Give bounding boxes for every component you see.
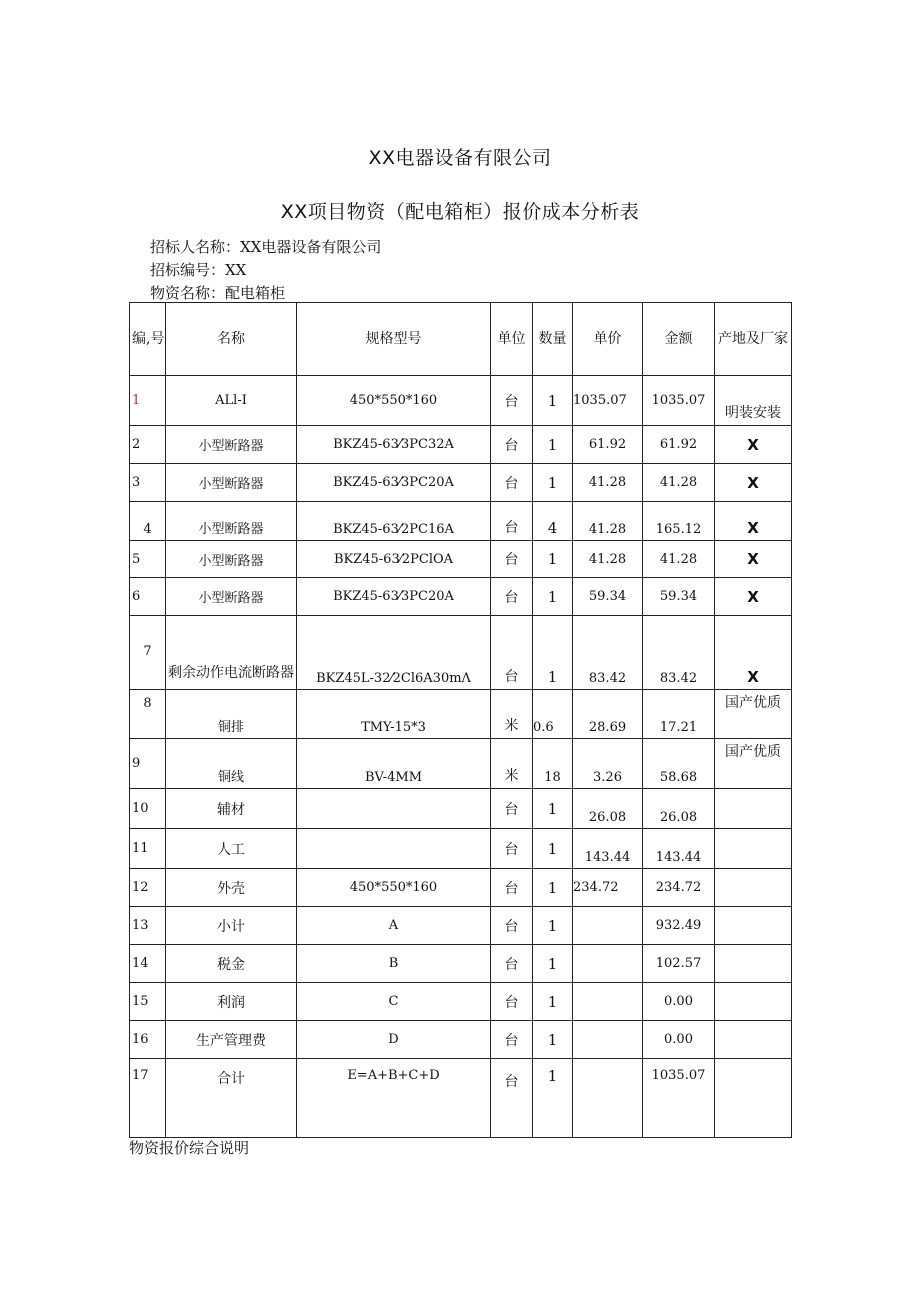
cell-origin: 明装安装 [715,376,792,426]
cell-qty: 1 [533,1059,573,1138]
cell-origin [715,1059,792,1138]
cell-price: 28.69 [573,690,643,739]
cell-qty: 1 [533,907,573,945]
cell-no: 1 [130,376,166,426]
cell-origin: 国产优质 [715,690,792,739]
cell-price: 41.28 [573,502,643,541]
cell-name: 小型断路器 [166,541,297,578]
cell-unit: 台 [491,616,533,690]
cell-unit: 台 [491,1021,533,1059]
cell-price: 59.34 [573,578,643,616]
cell-amount: 932.49 [643,907,715,945]
cell-price: 41.28 [573,464,643,502]
material-name: 物资名称：配电箱柜 [150,284,286,302]
cell-spec: BKZ45L-32⁄2Cl6A30mΛ [297,616,491,690]
cell-name: 小型断路器 [166,502,297,541]
cell-qty: 1 [533,869,573,907]
table-row [130,690,792,739]
cell-spec: BKZ45-63⁄3PC20A [297,464,491,502]
sheet-title: XX项目物资（配电箱柜）报价成本分析表 [280,201,640,223]
cell-price: 83.42 [573,616,643,690]
table-row [130,829,792,869]
cell-unit: 台 [491,983,533,1021]
cell-amount: 41.28 [643,464,715,502]
cell-spec: BKZ45-63⁄2PC16A [297,502,491,541]
header-origin: 产地及厂家 [715,303,792,376]
cell-unit: 台 [491,945,533,983]
cell-spec: BKZ45-63⁄3PC32A [297,426,491,464]
cell-name: 生产管理费 [166,1021,297,1059]
table-row [130,789,792,829]
cell-qty: 1 [533,616,573,690]
header-price: 单价 [573,303,643,376]
cell-unit: 台 [491,541,533,578]
cell-unit: 台 [491,578,533,616]
bidder-name: 招标人名称：XX电器设备有限公司 [150,238,382,256]
table-row [130,578,792,616]
cell-no: 9 [130,739,166,789]
cell-no: 7 [130,616,166,690]
cell-qty: 1 [533,829,573,869]
cell-unit: 台 [491,376,533,426]
cell-qty: 1 [533,1021,573,1059]
cell-unit: 米 [491,739,533,789]
table-row [130,739,792,789]
cell-origin [715,789,792,829]
cell-amount: 234.72 [643,869,715,907]
cell-name: 外壳 [166,869,297,907]
cell-amount: 1035.07 [643,1059,715,1138]
cell-name: 小型断路器 [166,426,297,464]
cell-name: 利润 [166,983,297,1021]
cell-spec [297,789,491,829]
cell-price: 234.72 [573,869,643,907]
cell-name: 小计 [166,907,297,945]
cell-amount: 58.68 [643,739,715,789]
cell-no: 6 [130,578,166,616]
cell-name: 小型断路器 [166,464,297,502]
cell-amount: 59.34 [643,578,715,616]
cell-amount: 0.00 [643,983,715,1021]
table-row [130,1021,792,1059]
table-row [130,983,792,1021]
cell-unit: 台 [491,829,533,869]
cell-no: 15 [130,983,166,1021]
table-row [130,426,792,464]
quote-table [129,302,792,1138]
cell-spec: TMY-15*3 [297,690,491,739]
cell-price [573,983,643,1021]
cell-spec [297,829,491,869]
cell-origin [715,869,792,907]
cell-price [573,1059,643,1138]
cell-price: 143.44 [573,829,643,869]
cell-name: 合计 [166,1059,297,1138]
cell-no: 3 [130,464,166,502]
cell-unit: 台 [491,789,533,829]
cell-name: 剩余动作电流断路器 [166,616,297,690]
cell-no: 17 [130,1059,166,1138]
cell-no: 4 [130,502,166,541]
cell-price: 41.28 [573,541,643,578]
cell-qty: 1 [533,983,573,1021]
cell-unit: 台 [491,1059,533,1138]
cell-origin [715,907,792,945]
cell-spec: A [297,907,491,945]
cell-origin: 国产优质 [715,739,792,789]
cell-qty: 1 [533,376,573,426]
cell-no: 2 [130,426,166,464]
cell-name: 铜线 [166,739,297,789]
cell-qty: 18 [533,739,573,789]
table-row [130,1059,792,1138]
cell-origin: X [715,541,792,578]
cell-spec: B [297,945,491,983]
cell-spec: 450*550*160 [297,869,491,907]
cell-qty: 0.6 [533,690,573,739]
cell-spec: BKZ45-63⁄2PClOA [297,541,491,578]
cell-name: 税金 [166,945,297,983]
cell-amount: 41.28 [643,541,715,578]
cell-name: 辅材 [166,789,297,829]
cell-spec: BV-4MM [297,739,491,789]
cell-unit: 台 [491,869,533,907]
cell-no: 10 [130,789,166,829]
header-no: 编,号 [130,303,166,376]
cell-unit: 台 [491,426,533,464]
table-row [130,541,792,578]
cell-origin: X [715,426,792,464]
cell-amount: 165.12 [643,502,715,541]
header-qty: 数量 [533,303,573,376]
cell-origin [715,1021,792,1059]
table-row [130,376,792,426]
bid-number: 招标编号：XX [150,261,247,279]
cell-origin: X [715,578,792,616]
header-amount: 金额 [643,303,715,376]
cell-no: 16 [130,1021,166,1059]
cell-amount: 61.92 [643,426,715,464]
cell-amount: 102.57 [643,945,715,983]
table-row [130,869,792,907]
table-row [130,945,792,983]
cell-qty: 1 [533,578,573,616]
table-row [130,907,792,945]
cell-origin: X [715,464,792,502]
cell-amount: 143.44 [643,829,715,869]
cell-spec: D [297,1021,491,1059]
cell-qty: 1 [533,426,573,464]
cell-origin [715,829,792,869]
cell-no: 8 [130,690,166,739]
company-title: XX电器设备有限公司 [368,147,552,169]
cell-qty: 1 [533,541,573,578]
cell-price: 1035.07 [573,376,643,426]
cell-price: 3.26 [573,739,643,789]
cell-unit: 台 [491,907,533,945]
cell-qty: 1 [533,464,573,502]
cell-no: 12 [130,869,166,907]
cell-qty: 4 [533,502,573,541]
cell-amount: 17.21 [643,690,715,739]
cell-spec: 450*550*160 [297,376,491,426]
cell-amount: 26.08 [643,789,715,829]
cell-spec: E=A+B+C+D [297,1059,491,1138]
cell-spec: BKZ45-63⁄3PC20A [297,578,491,616]
cell-origin [715,983,792,1021]
cell-price [573,907,643,945]
cell-name: 铜排 [166,690,297,739]
cell-no: 11 [130,829,166,869]
header-unit: 单位 [491,303,533,376]
cell-origin [715,945,792,983]
cell-price [573,945,643,983]
header-row [130,303,792,376]
cell-no: 13 [130,907,166,945]
cell-no: 5 [130,541,166,578]
cell-qty: 1 [533,789,573,829]
cell-amount: 1035.07 [643,376,715,426]
cell-qty: 1 [533,945,573,983]
cell-amount: 0.00 [643,1021,715,1059]
cell-origin: X [715,502,792,541]
cell-price: 26.08 [573,789,643,829]
table-row [130,502,792,541]
table-row [130,464,792,502]
cell-unit: 台 [491,464,533,502]
cell-name: 人工 [166,829,297,869]
cell-unit: 米 [491,690,533,739]
cell-name: ALl-I [166,376,297,426]
cell-name: 小型断路器 [166,578,297,616]
header-name: 名称 [166,303,297,376]
cell-amount: 83.42 [643,616,715,690]
cell-unit: 台 [491,502,533,541]
cell-price [573,1021,643,1059]
cell-origin: X [715,616,792,690]
cell-spec: C [297,983,491,1021]
cell-price: 61.92 [573,426,643,464]
cell-no: 14 [130,945,166,983]
footer-note: 物资报价综合说明 [129,1139,250,1157]
header-spec: 规格型号 [297,303,491,376]
table-row [130,616,792,690]
